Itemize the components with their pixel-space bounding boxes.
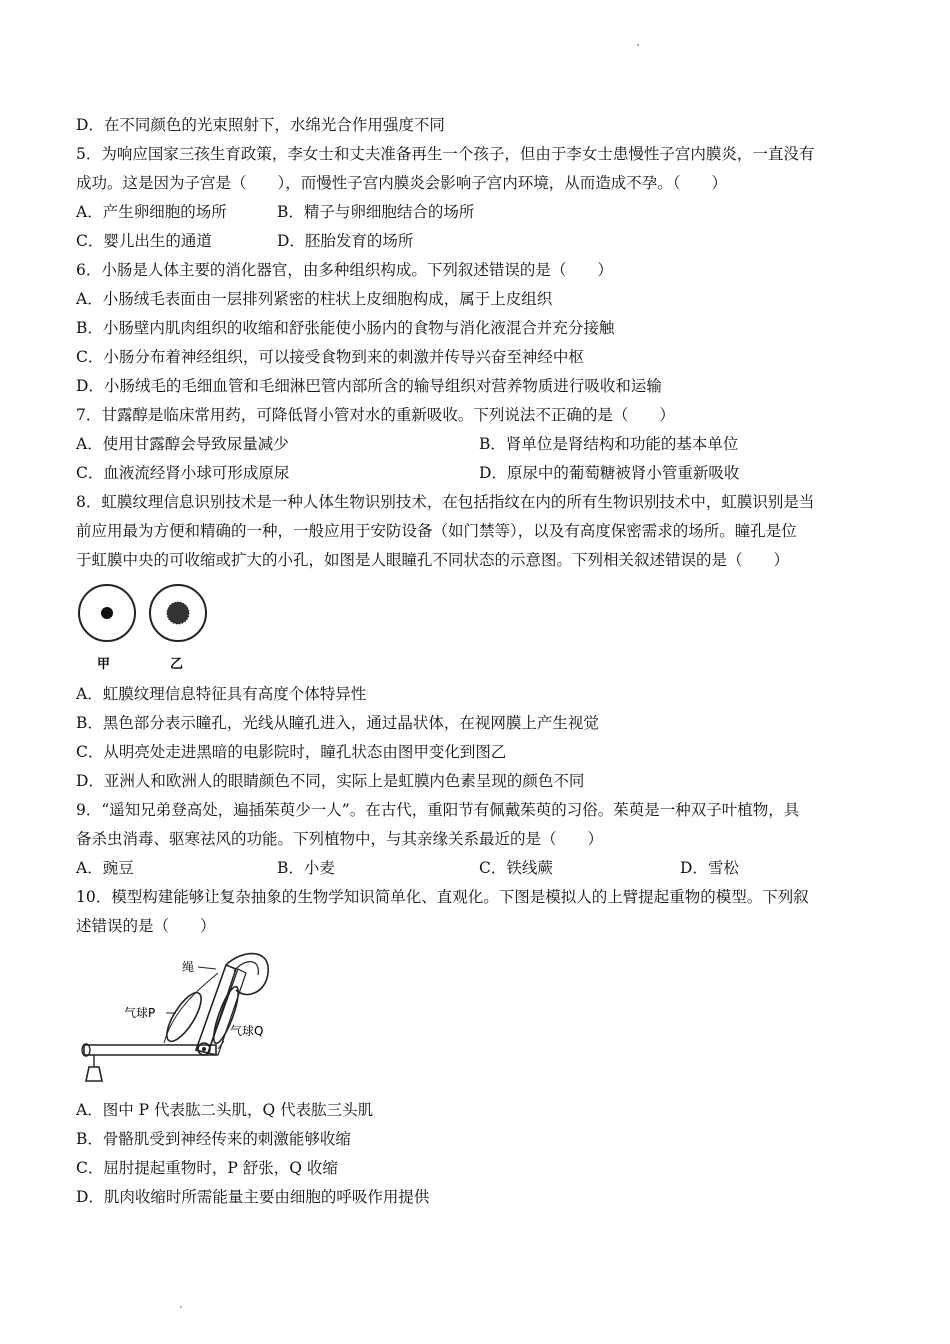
scan-dot bbox=[637, 44, 639, 46]
q6-option-b[interactable]: B．小肠壁内肌肉组织的收缩和舒张能使小肠内的食物与消化液混合并充分接触 bbox=[76, 319, 615, 337]
figure-label-jia: 甲 bbox=[97, 657, 111, 672]
q10-option-b[interactable]: B．骨骼肌受到神经传来的刺激能够收缩 bbox=[76, 1130, 351, 1148]
pupil-figure bbox=[76, 582, 216, 674]
label-balloon-p: 气球P bbox=[124, 1006, 156, 1020]
q7-stem: 7．甘露醇是临床常用药，可降低肾小管对水的重新吸收。下列说法不正确的是（ ） bbox=[76, 406, 675, 424]
arm-model-figure bbox=[76, 945, 276, 1085]
q10-stem-line-1: 10．模型构建能够让复杂抽象的生物学知识简单化、直观化。下图是模拟人的上臂提起重物的模型。下列叙 bbox=[76, 888, 809, 906]
q5-option-d[interactable]: D．胚胎发育的场所 bbox=[277, 232, 414, 250]
scan-dot bbox=[180, 1306, 182, 1308]
pupil-jia bbox=[101, 607, 113, 619]
q8-stem-line-2: 前应用最为方便和精确的一种，一般应用于安防设备（如门禁等），以及有高度保密需求的场所。瞳孔是位 bbox=[76, 522, 797, 540]
rope-p bbox=[164, 973, 218, 1043]
q5-option-c[interactable]: C．婴儿出生的通道 bbox=[76, 232, 212, 250]
weight bbox=[86, 1067, 102, 1081]
q9-stem-line-1: 9．“遥知兄弟登高处，遍插茱萸少一人”。在古代，重阳节有佩戴茱萸的习俗。茱萸是一种双子叶植物，具 bbox=[76, 801, 800, 819]
q8-option-a[interactable]: A．虹膜纹理信息特征具有高度个体特异性 bbox=[76, 685, 367, 703]
q10-option-a[interactable]: A．图中 P 代表肱二头肌，Q 代表肱三头肌 bbox=[76, 1101, 374, 1119]
q8-option-c[interactable]: C．从明亮处走进黑暗的电影院时，瞳孔状态由图甲变化到图乙 bbox=[76, 743, 507, 761]
q7-option-c[interactable]: C．血液流经肾小球可形成原尿 bbox=[76, 464, 290, 482]
q6-option-d[interactable]: D．小肠绒毛的毛细血管和毛细淋巴管内部所含的输导组织对营养物质进行吸收和运输 bbox=[76, 377, 662, 395]
q9-stem-line-2: 备杀虫消毒、驱寒祛风的功能。下列植物中，与其亲缘关系最近的是（ ） bbox=[76, 830, 604, 848]
q7-option-a[interactable]: A．使用甘露醇会导致尿量减少 bbox=[76, 435, 289, 453]
q5-stem-line-1: 5．为响应国家三孩生育政策，李女士和丈夫准备再生一个孩子，但由于李女士患慢性子宫内膜炎，一直没有 bbox=[76, 145, 815, 163]
q5-option-b[interactable]: B．精子与卵细胞结合的场所 bbox=[277, 203, 475, 221]
q6-option-c[interactable]: C．小肠分布着神经组织，可以接受食物到来的刺激并传导兴奋至神经中枢 bbox=[76, 348, 584, 366]
q5-option-a[interactable]: A．产生卵细胞的场所 bbox=[76, 203, 227, 221]
figure-label-yi: 乙 bbox=[170, 657, 184, 672]
upper-arm-board-back bbox=[208, 969, 246, 1055]
q9-option-c[interactable]: C．铁线蕨 bbox=[479, 859, 553, 877]
upper-arm-board-front bbox=[196, 965, 236, 1053]
label-balloon-q: 气球Q bbox=[230, 1024, 264, 1038]
q8-option-d[interactable]: D．亚洲人和欧洲人的眼睛颜色不同，实际上是虹膜内色素呈现的颜色不同 bbox=[76, 772, 585, 790]
prev-option-d[interactable]: D．在不同颜色的光束照射下，水绵光合作用强度不同 bbox=[76, 116, 445, 134]
elbow-pin bbox=[202, 1047, 206, 1051]
forearm-end bbox=[82, 1044, 90, 1056]
q9-option-a[interactable]: A．豌豆 bbox=[76, 859, 134, 877]
q8-stem-line-3: 于虹膜中央的可收缩或扩大的小孔，如图是人眼瞳孔不同状态的示意图。下列相关叙述错误的是（ ） bbox=[76, 551, 790, 569]
q7-option-d[interactable]: D．原尿中的葡萄糖被肾小管重新吸收 bbox=[479, 464, 740, 482]
q8-option-b[interactable]: B．黑色部分表示瞳孔，光线从瞳孔进入，通过晶状体，在视网膜上产生视觉 bbox=[76, 714, 599, 732]
q5-stem-line-2: 成功。这是因为子宫是（ ），而慢性子宫内膜炎会影响子宫内环境，从而造成不孕。（ ） bbox=[76, 174, 728, 192]
label-rope: 绳 bbox=[182, 960, 195, 974]
q10-option-c[interactable]: C．屈肘提起重物时，P 舒张，Q 收缩 bbox=[76, 1159, 338, 1177]
q10-stem-line-2: 述错误的是（ ） bbox=[76, 917, 216, 935]
q6-option-a[interactable]: A．小肠绒毛表面由一层排列紧密的柱状上皮细胞构成，属于上皮组织 bbox=[76, 290, 553, 308]
q9-option-d[interactable]: D．雪松 bbox=[680, 859, 739, 877]
q8-stem-line-1: 8．虹膜纹理信息识别技术是一种人体生物识别技术，在包括指纹在内的所有生物识别技术中，虹膜识别是当 bbox=[76, 493, 815, 511]
q7-option-b[interactable]: B．肾单位是肾结构和功能的基本单位 bbox=[479, 435, 739, 453]
q10-option-d[interactable]: D．肌肉收缩时所需能量主要由细胞的呼吸作用提供 bbox=[76, 1188, 430, 1206]
q9-option-b[interactable]: B．小麦 bbox=[277, 859, 335, 877]
label-rope-leader bbox=[198, 967, 216, 969]
q6-stem: 6．小肠是人体主要的消化器官，由多种组织构成。下列叙述错误的是（ ） bbox=[76, 261, 613, 279]
